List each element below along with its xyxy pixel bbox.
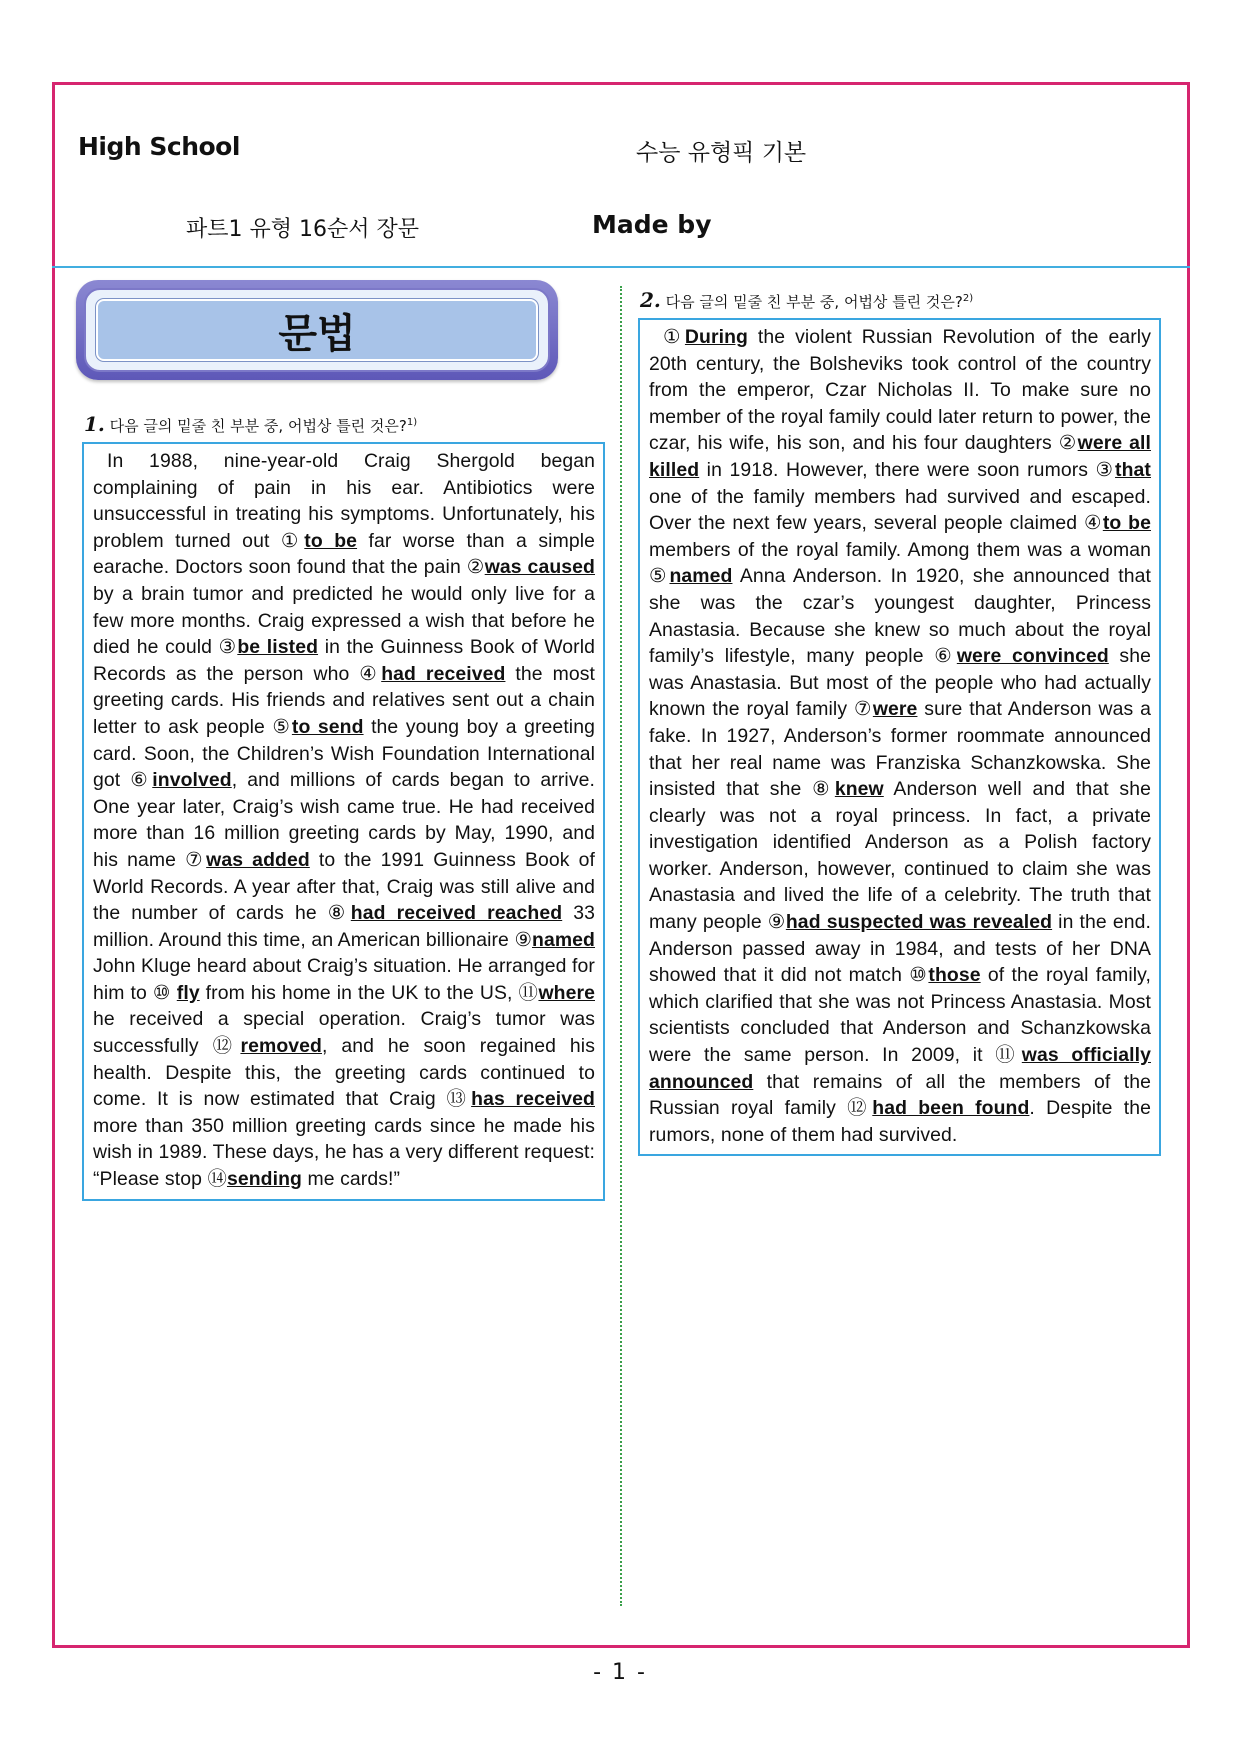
underlined-phrase: involved bbox=[152, 769, 232, 792]
passage-text: the young boy a greeting card. Soon, the Children’s Wish Foundation International got ⑥ bbox=[93, 715, 595, 792]
underlined-phrase: had received bbox=[381, 662, 506, 685]
passage-text: John Kluge heard about Craig’s situation. He arranged for him to ⑩ bbox=[93, 955, 595, 1004]
passage-text: she was Anastasia. But most of the people who had actually known the royal family ⑦ bbox=[649, 645, 1151, 721]
passage-text: far worse than a simple earache. Doctors soon found that the pain ② bbox=[93, 529, 595, 579]
underlined-phrase: removed bbox=[240, 1035, 322, 1058]
underlined-phrase: had been found bbox=[872, 1097, 1030, 1120]
question-2-number: 2. bbox=[640, 288, 661, 312]
underlined-phrase: to be bbox=[304, 529, 358, 552]
passage-text: that remains of all the members of the Russian royal family ⑫ bbox=[649, 1070, 1151, 1120]
underlined-phrase: fly bbox=[176, 981, 200, 1004]
question-1-title bbox=[84, 412, 417, 436]
question-1-footnote: 1) bbox=[406, 417, 418, 428]
underlined-phrase: were convinced bbox=[956, 645, 1109, 668]
underlined-phrase: was caused bbox=[484, 556, 595, 579]
underlined-phrase: were all killed bbox=[649, 432, 1151, 481]
passage-text: Anna Anderson. In 1920, she announced that she was the czar’s youngest daughter, Princess Anastasia. Because she knew so much about the royal family’s lifestyle, many people ⑥ bbox=[649, 565, 1152, 668]
passage-text: sure that Anderson was a fake. In 1927, Anderson’s former roommate announced that her real name was Franziska Schanzkowska. She insisted that she ⑧ bbox=[649, 698, 1151, 801]
section-badge-label: 문법 bbox=[96, 299, 538, 361]
passage-text: from his home in the UK to the US, ⑪ bbox=[199, 981, 539, 1004]
underlined-phrase: was officially announced bbox=[649, 1044, 1151, 1093]
passage-text: , and millions of cards began to arrive. One year later, Craig’s wish came true. He had received more than 16 million greeting cards by May, 1990, and his name ⑦ bbox=[93, 769, 595, 871]
underlined-phrase: named bbox=[532, 928, 595, 951]
passage-text: In 1988, nine-year-old Craig Shergold began complaining of pain in his ear. Antibiotics were unsuccessful in treating his symptoms. Unfortunately, his problem turned out ① bbox=[93, 450, 595, 552]
passage-text: one of the family members had survived and escaped. Over the next few years, several people claimed ④ bbox=[649, 485, 1151, 535]
passage-text: . Despite the rumors, none of them had survived. bbox=[649, 1097, 1151, 1146]
underlined-phrase: had received reached bbox=[350, 902, 563, 925]
underlined-phrase: those bbox=[928, 964, 981, 987]
underlined-phrase: be listed bbox=[237, 636, 319, 659]
passage-text: in the end. Anderson passed away in 1984, and tests of her DNA showed that it did not match ⑩ bbox=[649, 911, 1152, 987]
header-divider bbox=[52, 266, 1190, 268]
passage-text: the most greeting cards. His friends and relatives sent out a chain letter to ask people ⑤ bbox=[93, 662, 595, 738]
underlined-phrase: named bbox=[669, 565, 733, 588]
school-label: High School bbox=[78, 132, 240, 161]
question-1-text bbox=[93, 448, 595, 1193]
question-2-text bbox=[649, 324, 1151, 1148]
underlined-phrase: to be bbox=[1102, 512, 1151, 535]
underlined-phrase: knew bbox=[834, 778, 884, 801]
series-label: 수능 유형픽 기본 bbox=[636, 140, 807, 166]
passage-text: Anderson well and that she clearly was not a royal princess. In fact, a private investigation identified Anderson as a Polish factory worker. Anderson, however, continued to claim she was Anastasia and lived the life of a celebrity. The truth that many people ⑨ bbox=[649, 778, 1151, 934]
passage-text: of the royal family, which clarified that she was not Princess Anastasia. Most scientists concluded that Anderson and Schanzkowska were the same person. In 2009, it ⑪ bbox=[649, 964, 1152, 1067]
passage-text: in 1918. However, there were soon rumors ③ bbox=[699, 458, 1116, 481]
underlined-phrase: where bbox=[538, 981, 595, 1004]
question-1-number: 1. bbox=[84, 412, 105, 436]
underlined-phrase: During bbox=[684, 326, 748, 348]
underlined-phrase: was added bbox=[206, 848, 310, 871]
passage-text: in the Guinness Book of World Records as the person who ④ bbox=[93, 636, 595, 685]
underlined-phrase: sending bbox=[226, 1168, 303, 1191]
underlined-phrase: to send bbox=[291, 715, 364, 738]
question-2-prompt: 다음 글의 밑줄 친 부분 중, 어법상 틀린 것은? bbox=[665, 293, 963, 311]
passage-text: he received a special operation. Craig’s tumor was successfully ⑫ bbox=[93, 1008, 595, 1058]
passage-text: , and he soon regained his health. Despite this, the greeting cards continued to come. It is now estimated that Craig ⑬ bbox=[93, 1035, 595, 1111]
passage-text: the violent Russian Revolution of the early 20th century, the Bolsheviks took control of the country from the emperor, Czar Nicholas II. To make sure no member of the royal family could later return to power, the czar, his wife, his son, and his four daughters ② bbox=[649, 326, 1151, 455]
section-badge bbox=[76, 280, 558, 380]
column-divider bbox=[620, 286, 622, 1606]
underlined-phrase: had suspected was revealed bbox=[785, 911, 1053, 934]
passage-text: to the 1991 Guinness Book of World Records. A year after that, Craig was still alive and the number of cards he ⑧ bbox=[93, 848, 596, 925]
passage-text: 33 million. Around this time, an American billionaire ⑨ bbox=[93, 902, 595, 951]
underlined-phrase: has received bbox=[471, 1088, 595, 1111]
passage-text: me cards!” bbox=[302, 1168, 401, 1191]
passage-text: ① bbox=[663, 326, 685, 348]
underlined-phrase: that bbox=[1115, 458, 1151, 481]
part-label: 파트1 유형 16순서 장문 bbox=[186, 217, 419, 242]
underlined-phrase: were bbox=[872, 698, 918, 721]
question-2-title bbox=[640, 288, 973, 312]
passage-text: members of the royal family. Among them was a woman ⑤ bbox=[649, 538, 1151, 588]
question-1-passage bbox=[82, 442, 605, 1201]
question-1-prompt: 다음 글의 밑줄 친 부분 중, 어법상 틀린 것은? bbox=[109, 417, 407, 435]
question-2-passage bbox=[638, 318, 1161, 1156]
question-2-footnote: 2) bbox=[962, 293, 974, 304]
made-by-label: Made by bbox=[592, 210, 712, 239]
passage-text: more than 350 million greeting cards since he made his wish in 1989. These days, he has a very different request: “Please stop ⑭ bbox=[93, 1114, 595, 1191]
passage-text: by a brain tumor and predicted he would only live for a few more months. Craig expressed a wish that before he died he could ③ bbox=[93, 582, 595, 659]
page-number: - 1 - bbox=[593, 1660, 647, 1685]
